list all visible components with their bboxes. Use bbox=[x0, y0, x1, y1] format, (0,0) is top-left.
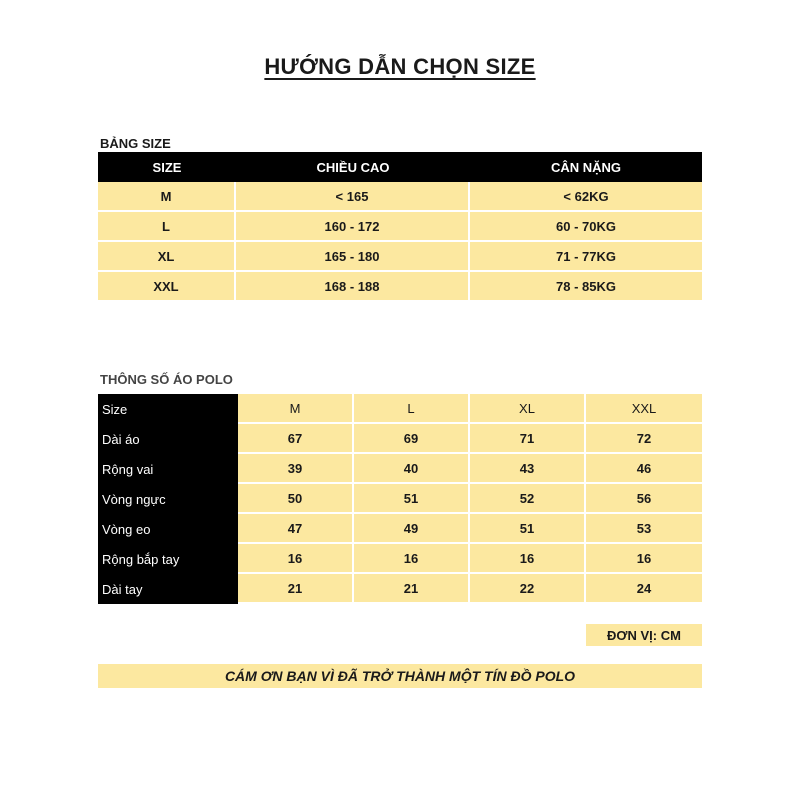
size-table-cell: 165 - 180 bbox=[236, 242, 468, 270]
size-table-label: BẢNG SIZE bbox=[100, 136, 171, 151]
polo-row-label: Vòng eo bbox=[98, 514, 238, 544]
polo-table-cell: 16 bbox=[586, 544, 702, 572]
size-table-cell: L bbox=[98, 212, 234, 240]
polo-row-label: Rộng bắp tay bbox=[98, 544, 238, 574]
polo-table-cell: 21 bbox=[238, 574, 352, 602]
polo-table-cell: 21 bbox=[354, 574, 468, 602]
polo-table-cell: 50 bbox=[238, 484, 352, 512]
polo-table-cell: 16 bbox=[238, 544, 352, 572]
polo-table-cell: XL bbox=[470, 394, 584, 422]
polo-row-label: Vòng ngực bbox=[98, 484, 238, 514]
size-table-cell: < 62KG bbox=[470, 182, 702, 210]
size-table-cell: XXL bbox=[98, 272, 234, 300]
size-table-cell: XL bbox=[98, 242, 234, 270]
polo-table-cell: 56 bbox=[586, 484, 702, 512]
polo-table-cell: 69 bbox=[354, 424, 468, 452]
polo-table-cell: 43 bbox=[470, 454, 584, 482]
size-table-header-cell: CÂN NẶNG bbox=[470, 152, 702, 182]
size-table-header-cell: CHIỀU CAO bbox=[236, 152, 470, 182]
polo-table-cell: 46 bbox=[586, 454, 702, 482]
polo-row-label: Rộng vai bbox=[98, 454, 238, 484]
unit-label: ĐƠN VỊ: CM bbox=[586, 624, 702, 646]
polo-table-cell: 39 bbox=[238, 454, 352, 482]
polo-table-label: THÔNG SỐ ÁO POLO bbox=[100, 372, 233, 387]
polo-table-cell: 16 bbox=[354, 544, 468, 572]
polo-table-cell: 52 bbox=[470, 484, 584, 512]
polo-row-label: Dài tay bbox=[98, 574, 238, 604]
size-table-cell: < 165 bbox=[236, 182, 468, 210]
polo-table-cell: 24 bbox=[586, 574, 702, 602]
thanks-banner: CÁM ƠN BẠN VÌ ĐÃ TRỞ THÀNH MỘT TÍN ĐỒ POLO bbox=[98, 664, 702, 688]
polo-row-label: Dài áo bbox=[98, 424, 238, 454]
polo-table-cell: 22 bbox=[470, 574, 584, 602]
page-title: HƯỚNG DẪN CHỌN SIZE bbox=[264, 54, 536, 79]
polo-table-cell: M bbox=[238, 394, 352, 422]
polo-table-cell: 40 bbox=[354, 454, 468, 482]
polo-table-cell: L bbox=[354, 394, 468, 422]
size-table-cell: M bbox=[98, 182, 234, 210]
polo-row-label: Size bbox=[98, 394, 238, 424]
polo-table-cell: 49 bbox=[354, 514, 468, 542]
size-table-cell: 168 - 188 bbox=[236, 272, 468, 300]
size-table-header-cell: SIZE bbox=[98, 152, 236, 182]
polo-table-cell: 72 bbox=[586, 424, 702, 452]
size-table-cell: 60 - 70KG bbox=[470, 212, 702, 240]
polo-table-cell: 51 bbox=[354, 484, 468, 512]
polo-table-cell: 16 bbox=[470, 544, 584, 572]
size-table-cell: 78 - 85KG bbox=[470, 272, 702, 300]
polo-table-cell: XXL bbox=[586, 394, 702, 422]
polo-table-cell: 53 bbox=[586, 514, 702, 542]
size-table-cell: 160 - 172 bbox=[236, 212, 468, 240]
polo-table-cell: 67 bbox=[238, 424, 352, 452]
polo-table-cell: 51 bbox=[470, 514, 584, 542]
polo-table-cell: 47 bbox=[238, 514, 352, 542]
polo-table-cell: 71 bbox=[470, 424, 584, 452]
size-table-cell: 71 - 77KG bbox=[470, 242, 702, 270]
